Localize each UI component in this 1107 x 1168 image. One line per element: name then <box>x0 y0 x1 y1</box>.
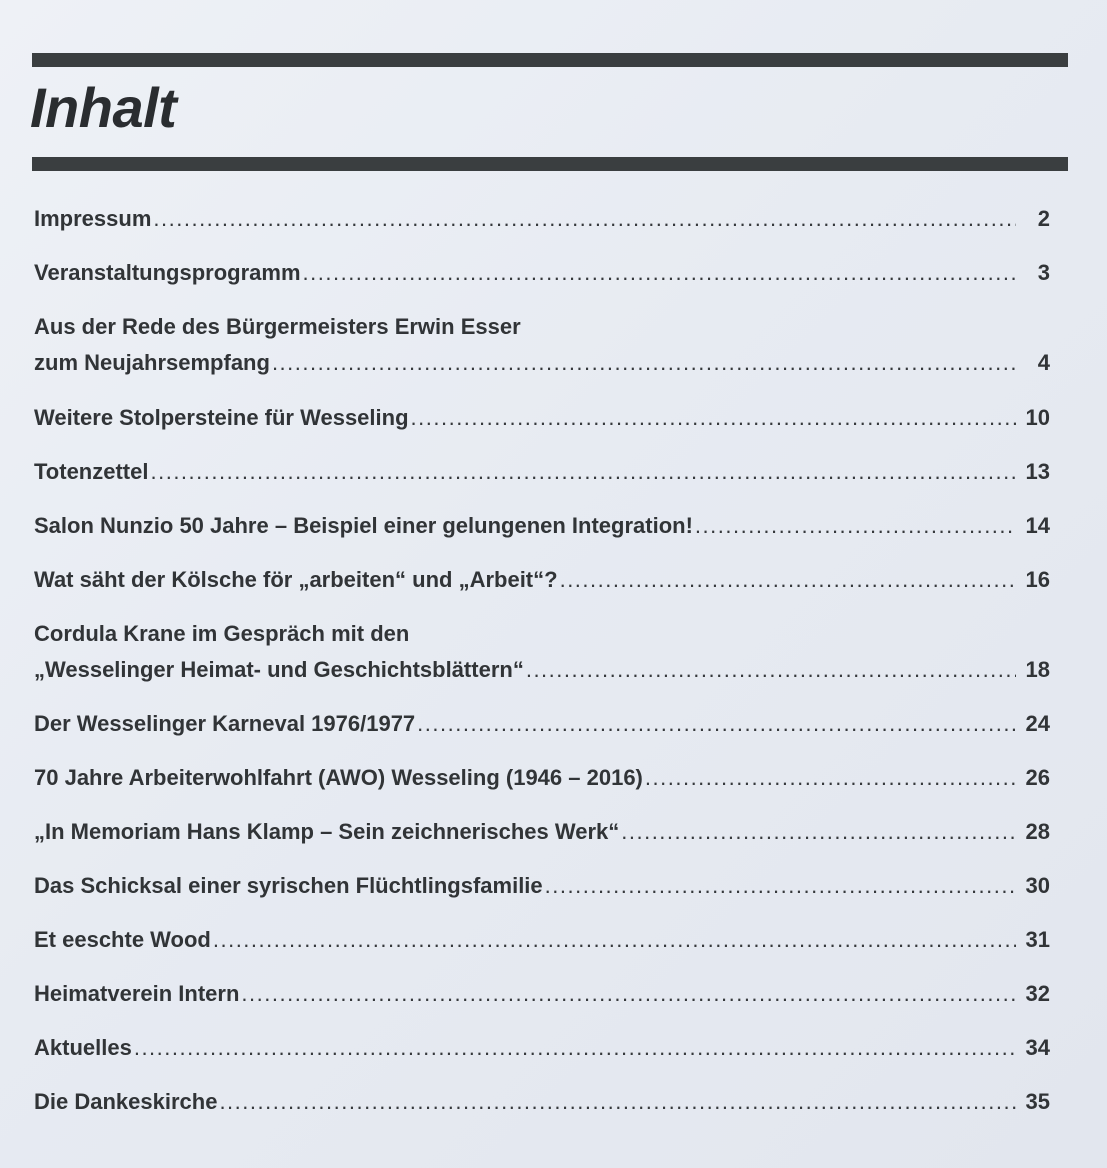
toc-entry-page: 35 <box>1025 1089 1050 1114</box>
toc-entry-page: 28 <box>1025 819 1050 844</box>
toc-entry-page: 26 <box>1025 765 1050 790</box>
toc-entry-title: Das Schicksal einer syrischen Flüchtlingsfamilie <box>34 873 543 898</box>
dot-leader <box>150 459 1016 485</box>
page-title: Inhalt <box>30 76 177 139</box>
dot-leader <box>134 1035 1016 1061</box>
toc-entry[interactable] <box>34 819 1050 845</box>
toc-entry-page: 31 <box>1025 927 1050 952</box>
dot-leader <box>645 765 1016 791</box>
toc-entry[interactable] <box>34 927 1050 953</box>
dot-leader <box>526 657 1016 683</box>
toc-entry[interactable] <box>34 1035 1050 1061</box>
toc-entry[interactable] <box>34 981 1050 1007</box>
toc-entry-title: Veranstaltungsprogramm <box>34 260 301 285</box>
toc-entry-title: zum Neujahrsempfang <box>34 350 270 375</box>
dot-leader <box>417 711 1016 737</box>
dot-leader <box>213 927 1016 953</box>
toc-entry-title: Heimatverein Intern <box>34 981 240 1006</box>
toc-entry[interactable] <box>34 621 1050 683</box>
toc-entry-title: Totenzettel <box>34 459 149 484</box>
toc-entry-title: Aktuelles <box>34 1035 132 1060</box>
toc-entry-title: Weitere Stolpersteine für Wesseling <box>34 405 409 430</box>
toc-entry-page: 24 <box>1025 711 1050 736</box>
toc-entry-page: 3 <box>1037 260 1050 285</box>
toc-entry[interactable] <box>34 567 1050 593</box>
toc-entry-title: Impressum <box>34 206 152 231</box>
toc-entry-title-line1: Cordula Krane im Gespräch mit den <box>34 621 410 646</box>
toc-entry-page: 32 <box>1025 981 1050 1006</box>
toc-entry-title: Salon Nunzio 50 Jahre – Beispiel einer gelungenen Integration! <box>34 513 693 538</box>
toc-entry-page: 4 <box>1037 350 1050 375</box>
toc-entry-page: 18 <box>1025 657 1050 682</box>
dot-leader <box>560 567 1016 593</box>
toc-entry-title: Der Wesselinger Karneval 1976/1977 <box>34 711 416 736</box>
dot-leader <box>303 260 1016 286</box>
toc-entry-page: 10 <box>1025 405 1050 430</box>
toc-entry-title: Wat säht der Kölsche för „arbeiten“ und „Arbeit“? <box>34 567 558 592</box>
dot-leader <box>219 1089 1016 1115</box>
toc-entry-page: 16 <box>1025 567 1050 592</box>
toc-entry-title: 70 Jahre Arbeiterwohlfahrt (AWO) Wesseling (1946 – 2016) <box>34 765 643 790</box>
dot-leader <box>695 513 1016 539</box>
toc-entry-title: „In Memoriam Hans Klamp – Sein zeichnerisches Werk“ <box>34 819 620 844</box>
toc-entry[interactable] <box>34 513 1050 539</box>
toc-entry-title: Et eeschte Wood <box>34 927 211 952</box>
toc-entry-page: 30 <box>1025 873 1050 898</box>
dot-leader <box>545 873 1016 899</box>
toc-entry-page: 34 <box>1025 1035 1050 1060</box>
toc-entry[interactable] <box>34 206 1050 232</box>
toc-entry-title: Die Dankeskirche <box>34 1089 218 1114</box>
bottom-rule <box>32 157 1068 171</box>
toc-entry[interactable] <box>34 405 1050 431</box>
top-rule <box>32 53 1068 67</box>
dot-leader <box>241 981 1016 1007</box>
toc-entry-page: 2 <box>1037 206 1050 231</box>
toc-entry-title: „Wesselinger Heimat- und Geschichtsblättern“ <box>34 657 524 682</box>
toc-entry-page: 13 <box>1025 459 1050 484</box>
dot-leader <box>153 206 1016 232</box>
toc-entry[interactable] <box>34 260 1050 286</box>
toc-entry-page: 14 <box>1025 513 1050 538</box>
toc-entry[interactable] <box>34 314 1050 376</box>
toc-entry[interactable] <box>34 711 1050 737</box>
dot-leader <box>621 819 1016 845</box>
toc-entry-title-line1: Aus der Rede des Bürgermeisters Erwin Esser <box>34 314 521 339</box>
dot-leader <box>272 350 1016 376</box>
toc-entry[interactable] <box>34 1089 1050 1115</box>
toc-entry[interactable] <box>34 459 1050 485</box>
dot-leader <box>411 405 1016 431</box>
toc-entry[interactable] <box>34 873 1050 899</box>
toc-entry[interactable] <box>34 765 1050 791</box>
